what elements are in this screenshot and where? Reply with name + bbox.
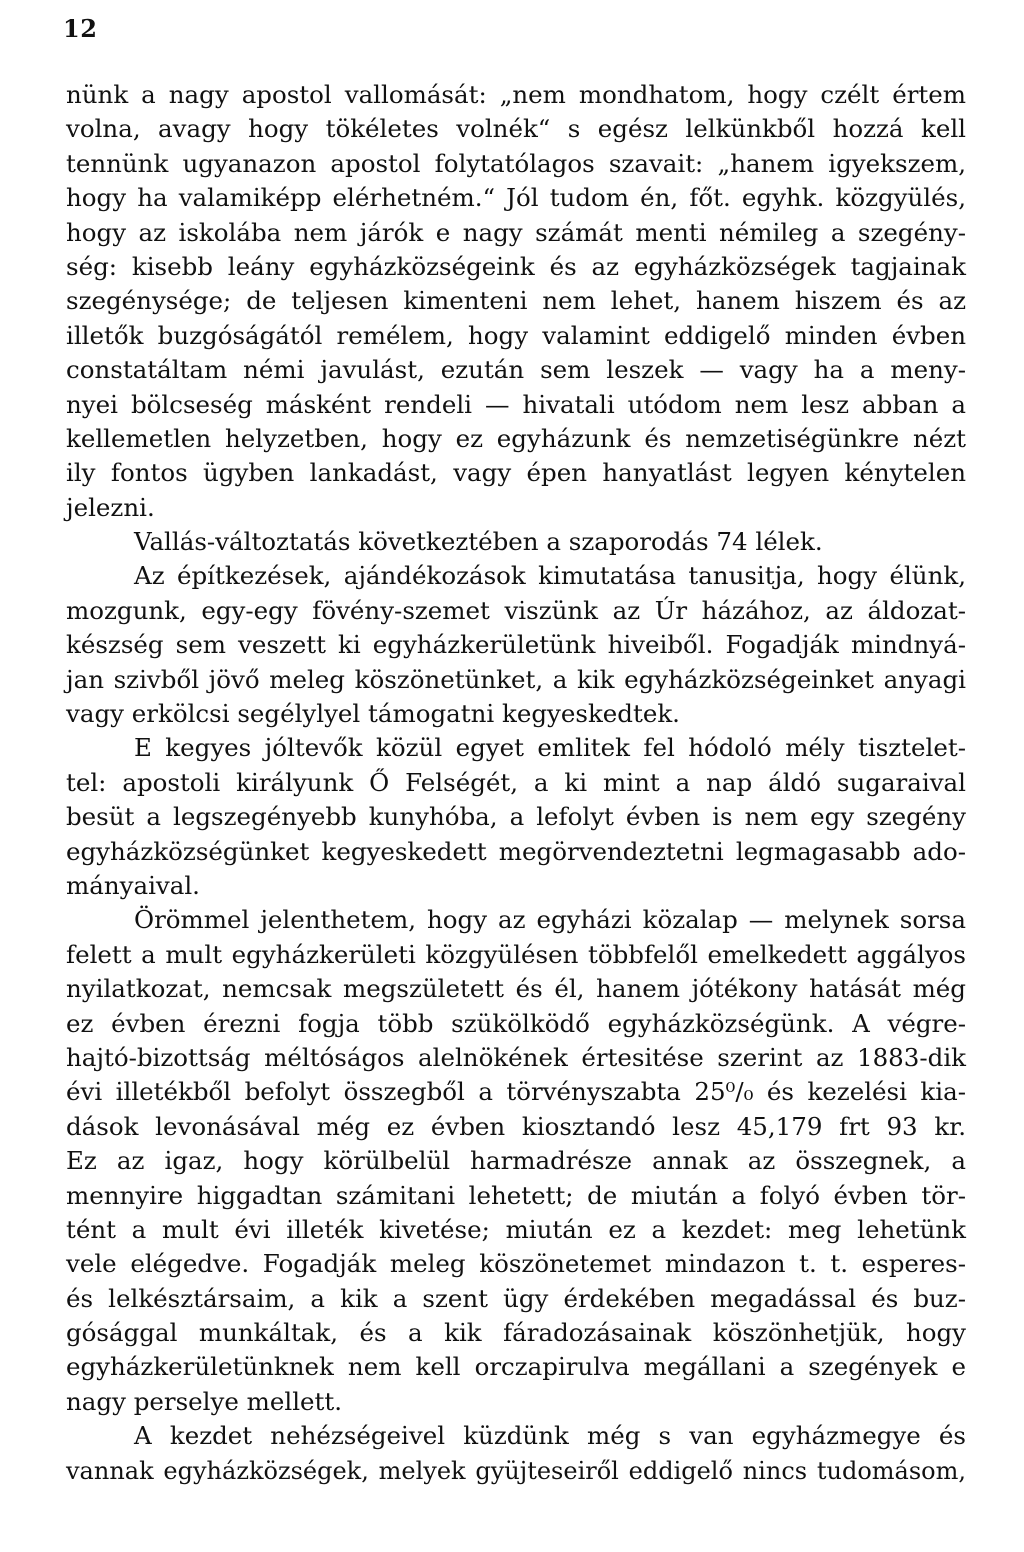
text-line: Az építkezések, ajándékozások kimutatása tanusitja, hogy élünk, — [134, 561, 966, 591]
text-line: hajtó-bizottság méltóságos alelnökének értesitése szerint az 1883-dik — [66, 1042, 966, 1072]
text-line: tennünk ugyanazon apostol folytatólagos szavait: „hanem igyekszem, — [66, 148, 966, 178]
text-line: nünk a nagy apostol vallomását: „nem mondhatom, hogy czélt értem — [66, 80, 966, 109]
text-line: E kegyes jóltevők közül egyet emlitek fel hódoló mély tisztelet- — [134, 733, 966, 763]
text-line: illetők buzgóságától remélem, hogy valamint eddigelő minden évben — [66, 320, 966, 350]
text-line: és lelkésztársaim, a kik a szent ügy érdekében megadással és buz- — [66, 1283, 966, 1313]
text-line: vagy erkölcsi segélylyel támogatni kegyeskedtek. — [66, 699, 680, 729]
text-line: dások levonásával még ez évben kiosztandó lesz 45,179 frt 93 kr. — [66, 1111, 966, 1141]
text-line: jelezni. — [66, 492, 155, 522]
text-line: ség: kisebb leány egyházközségeink és az egyházközségek tagjainak — [66, 251, 966, 281]
text-line: besüt a legszegényebb kunyhóba, a lefolyt évben is nem egy szegény — [66, 802, 966, 832]
text-line: egyházkerületünknek nem kell orczapirulva megállani a szegények e — [66, 1352, 966, 1382]
text-line: vannak egyházközségek, melyek gyüjteseiről eddigelő nincs tudomásom, — [66, 1456, 966, 1485]
text-line: Vallás-változtatás következtében a szaporodás 74 lélek. — [134, 527, 823, 557]
text-line: hogy ha valamiképp elérhetném.“ Jól tudom én, főt. egyhk. közgyülés, — [66, 183, 966, 213]
text-line: évi illetékből befolyt összegből a törvényszabta 25⁰/₀ és kezelési kia- — [66, 1077, 966, 1107]
text-line: mányaival. — [66, 870, 200, 900]
text-line: ez évben érezni fogja több szükölködő egyházközségünk. A végre- — [66, 1008, 966, 1038]
body-text — [66, 78, 966, 1488]
text-line: mennyire higgadtan számitani lehetett; de miután a folyó évben tör- — [66, 1180, 966, 1210]
page-number: 12 — [63, 14, 98, 43]
text-line: tel: apostoli királyunk Ő Felségét, a ki mint a nap áldó sugaraival — [66, 767, 966, 797]
text-line: ily fontos ügyben lankadást, vagy épen hanyatlást legyen kénytelen — [66, 458, 966, 488]
text-line: mozgunk, egy-egy fövény-szemet viszünk az Úr házához, az áldozat- — [66, 595, 966, 625]
text-line: felett a mult egyházkerületi közgyülésen többfelől emelkedett aggályos — [66, 939, 966, 969]
text-line: készség sem veszett ki egyházkerületünk hiveiből. Fogadják mindnyá- — [66, 630, 966, 660]
text-line: constatáltam némi javulást, ezután sem leszek — vagy ha a meny- — [66, 355, 966, 385]
text-line: nyilatkozat, nemcsak megszületett és él, hanem jótékony hatását még — [66, 974, 966, 1004]
text-line: volna, avagy hogy tökéletes volnék“ s egész lelkünkből hozzá kell — [66, 114, 966, 144]
text-line: A kezdet nehézségeivel küzdünk még s van egyházmegye és — [134, 1421, 966, 1451]
text-line: Ez az igaz, hogy körülbelül harmadrésze annak az összegnek, a — [66, 1146, 966, 1176]
text-line: nagy perselye mellett. — [66, 1386, 343, 1416]
text-line: egyházközségünket kegyeskedett megörvendeztetni legmagasabb ado- — [66, 836, 966, 866]
text-line: hogy az iskolába nem járók e nagy számát menti némileg a szegény- — [66, 217, 966, 247]
text-line: gósággal munkáltak, és a kik fáradozásainak köszönhetjük, hogy — [66, 1318, 966, 1348]
text-line: kellemetlen helyzetben, hogy ez egyházunk és nemzetiségünkre nézt — [66, 423, 966, 453]
text-line: tént a mult évi illeték kivetése; miután ez a kezdet: meg lehetünk — [66, 1214, 966, 1244]
text-line: nyei bölcseség másként rendeli — hivatali utódom nem lesz abban a — [66, 389, 966, 419]
text-line: Örömmel jelenthetem, hogy az egyházi közalap — melynek sorsa — [134, 905, 966, 935]
text-line: vele elégedve. Fogadják meleg köszönetemet mindazon t. t. esperes- — [66, 1249, 966, 1279]
text-line: szegénysége; de teljesen kimenteni nem lehet, hanem hiszem és az — [66, 286, 966, 316]
text-line: jan szivből jövő meleg köszönetünket, a kik egyházközségeinket anyagi — [66, 664, 966, 694]
